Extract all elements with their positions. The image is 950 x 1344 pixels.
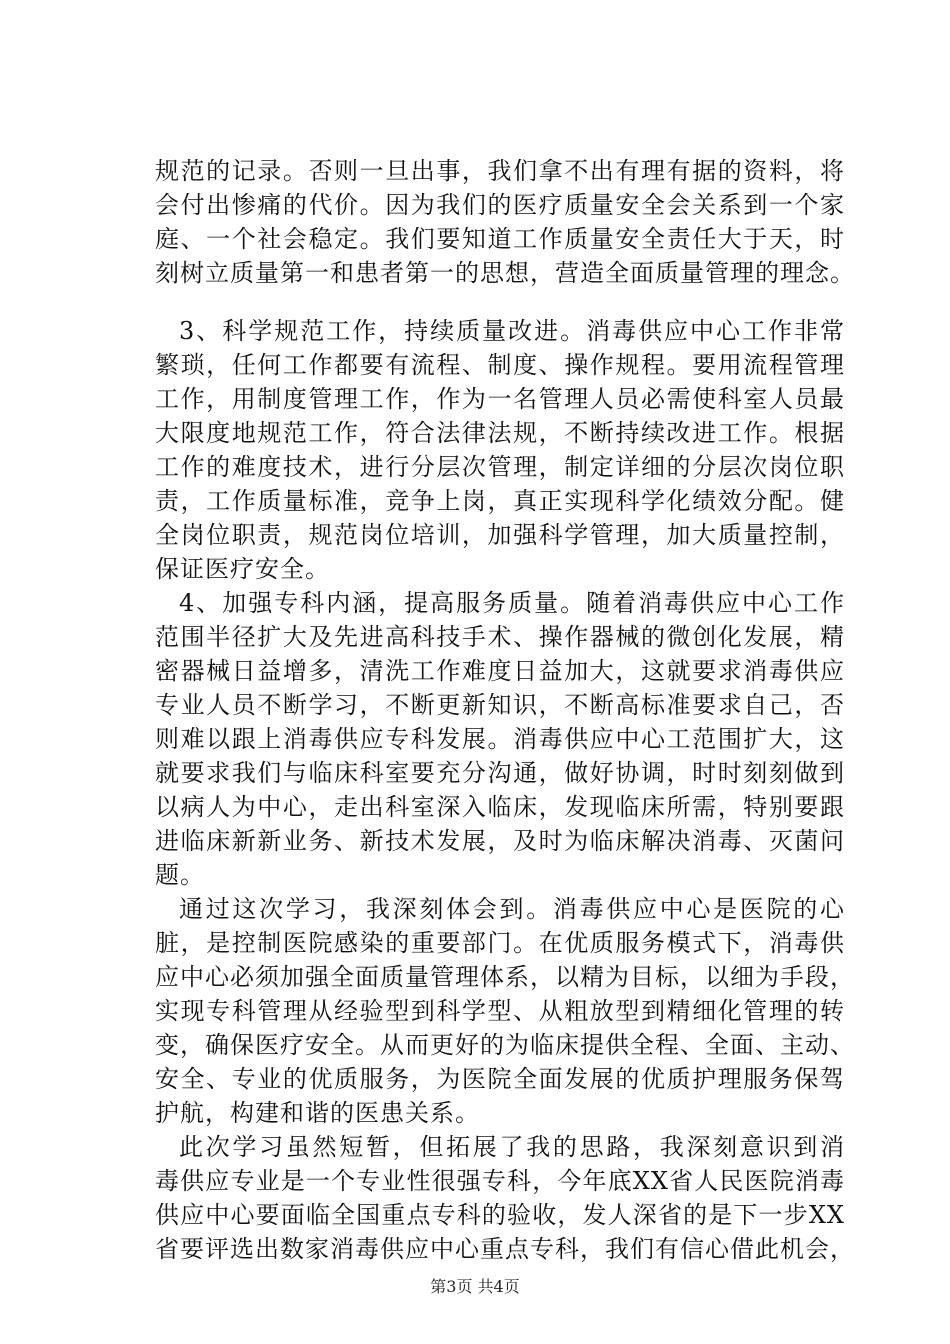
text-line: 4、加强专科内涵，提高服务质量。随着消毒供应中心工作	[179, 589, 845, 617]
text-line: 护航，构建和谐的医患关系。	[155, 1099, 480, 1127]
text-line: 毒供应专业是一个专业性很强专科，今年底XX省人民医院消毒	[155, 1167, 845, 1195]
text-line: 则难以跟上消毒供应专科发展。消毒供应中心工范围扩大，这	[155, 725, 845, 753]
text-line: 脏，是控制医院感染的重要部门。在优质服务模式下，消毒供	[155, 929, 845, 957]
text-line: 工作的难度技术，进行分层次管理，制定详细的分层次岗位职	[155, 453, 845, 481]
text-line: 庭、一个社会稳定。我们要知道工作质量安全责任大于天，时	[155, 225, 845, 253]
text-line: 供应中心要面临全国重点专科的验收，发人深省的是下一步XX	[155, 1201, 845, 1229]
text-line: 范围半径扩大及先进高科技手术、操作器械的微创化发展，精	[155, 623, 845, 651]
text-line: 专业人员不断学习，不断更新知识，不断高标准要求自己，否	[155, 691, 845, 719]
text-line: 实现专科管理从经验型到科学型、从粗放型到精细化管理的转	[155, 997, 845, 1025]
text-line: 责，工作质量标准，竞争上岗，真正实现科学化绩效分配。健	[155, 487, 845, 515]
text-line: 规范的记录。否则一旦出事，我们拿不出有理有据的资料，将	[155, 157, 845, 185]
text-line: 保证医疗安全。	[155, 555, 330, 583]
text-line: 工作，用制度管理工作，作为一名管理人员必需使科室人员最	[155, 385, 845, 413]
text-line: 变，确保医疗安全。从而更好的为临床提供全程、全面、主动、	[155, 1031, 855, 1059]
text-line: 会付出惨痛的代价。因为我们的医疗质量安全会关系到一个家	[155, 191, 845, 219]
text-line: 安全、专业的优质服务，为医院全面发展的优质护理服务保驾	[155, 1065, 845, 1093]
text-line: 应中心必须加强全面质量管理体系，以精为目标，以细为手段，	[155, 963, 855, 991]
text-line: 省要评选出数家消毒供应中心重点专科，我们有信心借此机会，	[155, 1235, 855, 1263]
text-line: 题。	[155, 861, 205, 889]
page-footer: 第3页 共4页	[430, 1277, 520, 1296]
text-line: 大限度地规范工作，符合法律法规，不断持续改进工作。根据	[155, 419, 845, 447]
text-line: 此次学习虽然短暂，但拓展了我的思路，我深刻意识到消	[179, 1133, 845, 1161]
text-line: 以病人为中心，走出科室深入临床，发现临床所需，特别要跟	[155, 793, 845, 821]
text-line: 通过这次学习，我深刻体会到。消毒供应中心是医院的心	[179, 895, 845, 923]
text-line: 进临床新新业务、新技术发展，及时为临床解决消毒、灭菌问	[155, 827, 845, 855]
text-line: 3、科学规范工作，持续质量改进。消毒供应中心工作非常	[179, 317, 845, 345]
text-line: 密器械日益增多，清洗工作难度日益加大，这就要求消毒供应	[155, 657, 845, 685]
text-line: 繁琐，任何工作都要有流程、制度、操作规程。要用流程管理	[155, 351, 845, 379]
text-line: 就要求我们与临床科室要充分沟通，做好协调，时时刻刻做到	[155, 759, 845, 787]
text-line: 全岗位职责，规范岗位培训，加强科学管理，加大质量控制，	[155, 521, 845, 549]
text-line: 刻树立质量第一和患者第一的思想，营造全面质量管理的理念。	[155, 259, 855, 287]
